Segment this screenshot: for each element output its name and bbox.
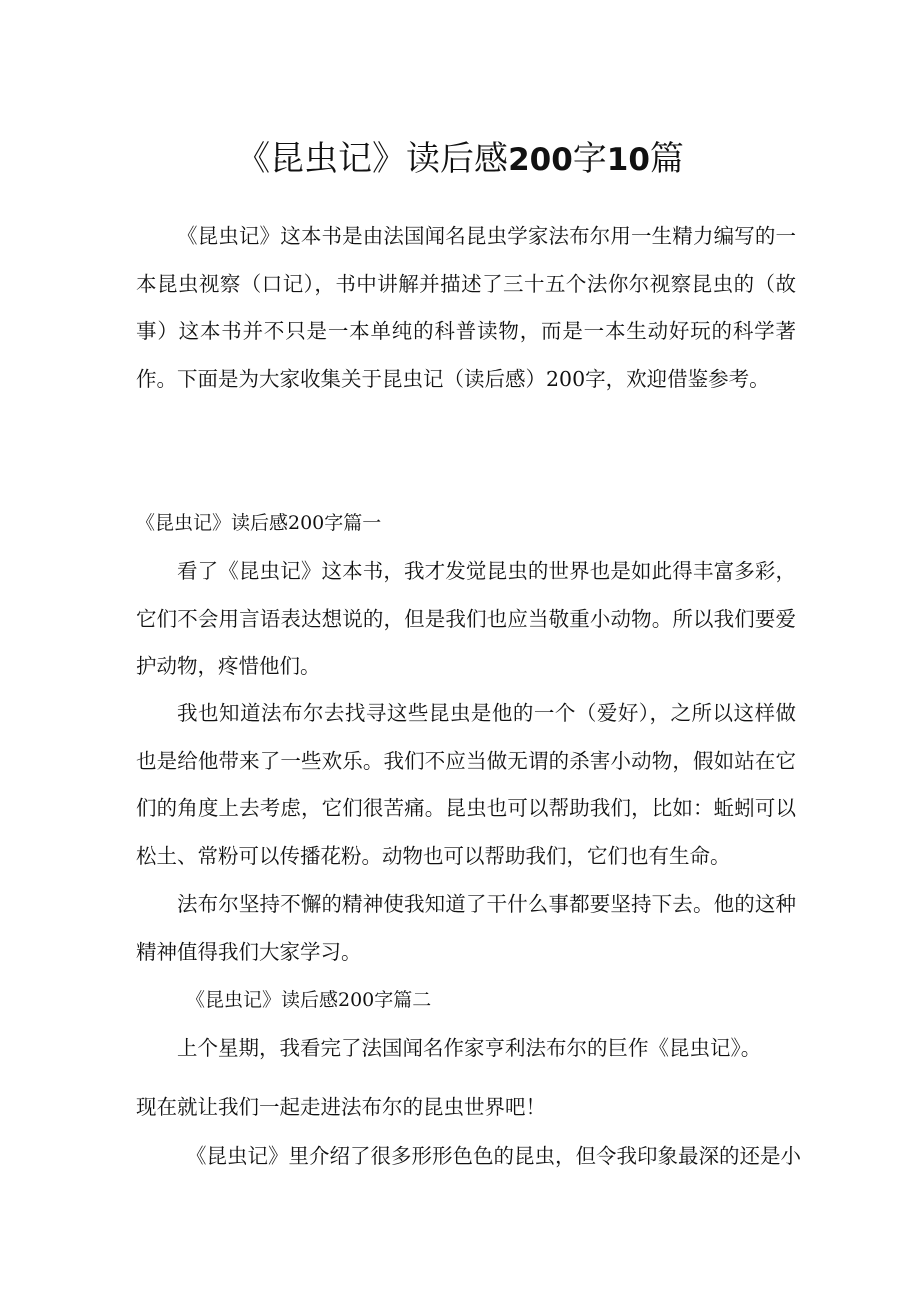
section-1-heading: 《昆虫记》读后感200字篇一 (136, 512, 382, 534)
section-1-paragraph-1: 看了《昆虫记》这本书，我才发觉昆虫的世界也是如此得丰富多彩，它们不会用言语表达想说的，但是我们也应当敬重小动物。所以我们要爱护动物，疼惜他们。 (136, 559, 796, 678)
section-1-paragraph-3: 法布尔坚持不懈的精神使我知道了干什么事都要坚持下去。他的这种精神值得我们大家学习。 (136, 892, 796, 964)
intro-paragraph: 《昆虫记》这本书是由法国闻名昆虫学家法布尔用一生精力编写的一本昆虫视察（口记），书中讲解并描述了三十五个法你尔视察昆虫的（故事）这本书并不只是一本单纯的科普读物，而是一本生动好玩的科学著作。下面是为大家收集关于昆虫记（读后感）200字，欢迎借鉴参考。 (136, 224, 796, 391)
section-1-paragraph-2: 我也知道法布尔去找寻这些昆虫是他的一个（爱好），之所以这样做也是给他带来了一些欢乐。我们不应当做无谓的杀害小动物，假如站在它们的角度上去考虑，它们很苦痛。昆虫也可以帮助我们，比如：蚯蚓可以松土、常粉可以传播花粉。动物也可以帮助我们，它们也有生命。 (136, 701, 796, 868)
document-title: 《昆虫记》读后感200字10篇 (236, 139, 684, 179)
section-2-paragraph-1: 上个星期，我看完了法国闻名作家亨利法布尔的巨作《昆虫记》。 (177, 1036, 762, 1060)
section-2-paragraph-2: 现在就让我们一起走进法布尔的昆虫世界吧！ (136, 1095, 546, 1119)
section-2-paragraph-3: 《昆虫记》里介绍了很多形形色色的昆虫，但令我印象最深的还是小 (186, 1144, 801, 1168)
section-2-heading: 《昆虫记》读后感200字篇二 (186, 989, 432, 1011)
